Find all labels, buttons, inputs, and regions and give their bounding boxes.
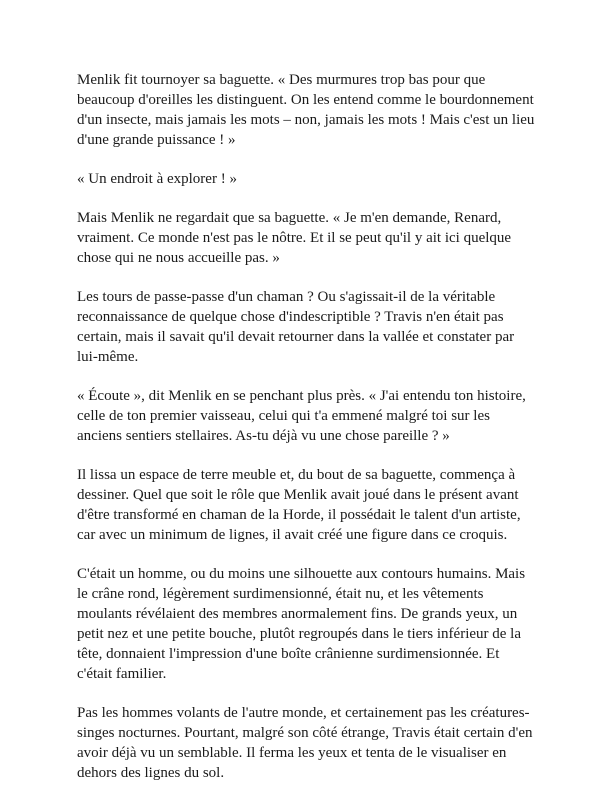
paragraph: « Écoute », dit Menlik en se penchant plus près. « J'ai entendu ton histoire, celle de ton premier vaisseau, celui qui t'a emmené malgré toi sur les anciens sentiers stellaires. As-tu déjà vu une chose pareille ? »: [77, 388, 526, 444]
body-text: [77, 70, 537, 802]
paragraph: Les tours de passe-passe d'un chaman ? Ou s'agissait-il de la véritable reconnaissance de quelque chose d'indescriptible ? Travis n'en était pas certain, mais il savait qu'il devait retourner dans la vallée et constater par lui-même.: [77, 289, 515, 365]
paragraph: Pas les hommes volants de l'autre monde, et certainement pas les créatures-singes nocturnes. Pourtant, malgré son côté étrange, Travis était certain d'en avoir déjà vu un semblable. Il ferma les yeux et tenta de le visualiser en dehors des lignes du sol.: [77, 705, 533, 781]
paragraph: C'était un homme, ou du moins une silhouette aux contours humains. Mais le crâne rond, légèrement surdimensionné, était nu, et les vêtements moulants révélaient des membres anormalement fins. De grands yeux, un petit nez et une petite bouche, plutôt regroupés dans le tiers inférieur de la tête, donnaient l'impression d'une boîte crânienne surdimensionnée. Et c'était familier.: [77, 566, 526, 682]
paragraph: Mais Menlik ne regardait que sa baguette. « Je m'en demande, Renard, vraiment. Ce monde n'est pas le nôtre. Et il se peut qu'il y ait ici quelque chose qui ne nous accueille pas. »: [77, 210, 512, 266]
paragraph: Menlik fit tournoyer sa baguette. « Des murmures trop bas pour que beaucoup d'oreilles les distinguent. On les entend comme le bourdonnement d'un insecte, mais jamais les mots – non, jamais les mots ! Mais c'est un lieu d'une grande puissance ! »: [77, 72, 535, 148]
paragraph: « Un endroit à explorer ! »: [77, 171, 237, 187]
paragraph: Il lissa un espace de terre meuble et, du bout de sa baguette, commença à dessiner. Quel que soit le rôle que Menlik avait joué dans le présent avant d'être transformé en chaman de la Horde, il possédait le talent d'un artiste, car avec un minimum de lignes, il avait créé une figure dans ce croquis.: [77, 467, 521, 543]
